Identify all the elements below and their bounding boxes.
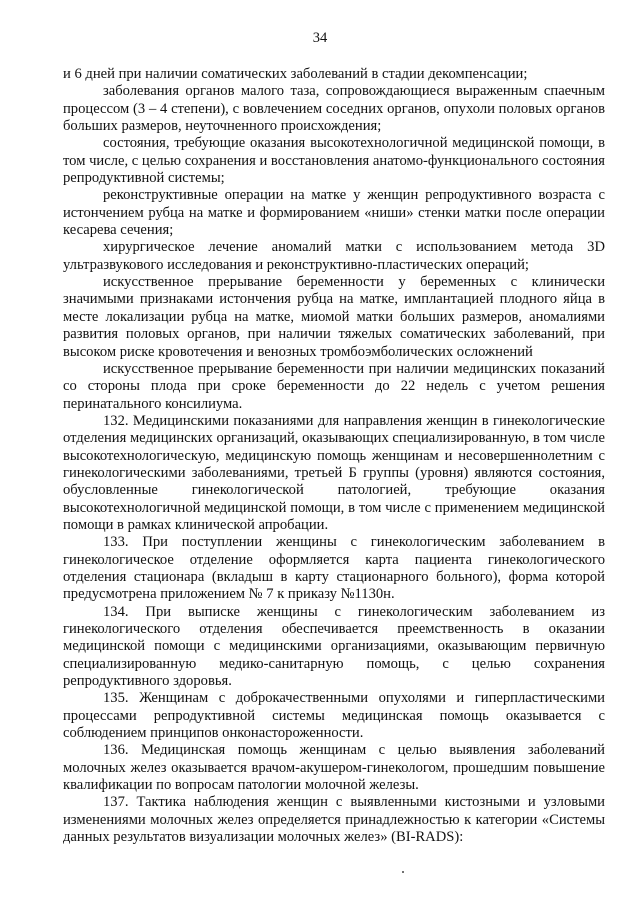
paragraph: заболевания органов малого таза, сопровождающиеся выраженным спаечным процессом (3 – 4 степени), с вовлечением соседних органов, опухоли половых органов больших размеров, неуточненного происхождения; — [63, 83, 605, 135]
document-body — [63, 66, 605, 846]
paragraph: реконструктивные операции на матке у женщин репродуктивного возраста с истончением рубца на матке и формированием «ниши» стенки матки после операции кесарева сечения; — [63, 187, 605, 239]
paragraph: состояния, требующие оказания высокотехнологичной медицинской помощи, в том числе, с целью сохранения и восстановления анатомо-функционального состояния репродуктивной системы; — [63, 135, 605, 187]
paragraph-continuation: и 6 дней при наличии соматических заболеваний в стадии декомпенсации; — [63, 66, 528, 82]
paragraph: искусственное прерывание беременности у беременных с клинически значимыми признаками истончения рубца на матке, имплантацией плодного яйца в месте локализации рубца на матке, миомой матки больших размеров, аномалиями развития половых органов, при наличии тяжелых соматических заболеваний, при высоком риске кровотечения и венозных тромбоэмболических осложнений — [63, 274, 605, 360]
paragraph: искусственное прерывание беременности при наличии медицинских показаний со стороны плода при сроке беременности до 22 недель с учетом решения перинатального консилиума. — [63, 360, 605, 412]
paragraph-137: 137. Тактика наблюдения женщин с выявленными кистозными и узловыми изменениями молочных желез определяется принадлежностью к категории «Системы данных результатов визуализации молочных желез» (BI-RADS): — [63, 794, 605, 846]
paragraph-136: 136. Медицинская помощь женщинам с целью выявления заболеваний молочных желез оказывается врачом-акушером-гинекологом, прошедшим повышение квалификации по вопросам патологии молочной железы. — [63, 742, 605, 794]
paragraph-135: 135. Женщинам с доброкачественными опухолями и гиперпластическими процессами репродуктивной системы медицинская помощь оказывается с соблюдением принципов онконастороженности. — [63, 690, 605, 742]
paragraph-133: 133. При поступлении женщины с гинекологическим заболеванием в гинекологическое отделение оформляется карта пациента гинекологического отделения стационара (вкладыш в карту стационарного больного), форма которой предусмотрена приложением № 7 к приказу №1130н. — [63, 534, 605, 603]
paragraph: хирургическое лечение аномалий матки с использованием метода 3D ультразвукового исследования и реконструктивно-пластических операций; — [63, 239, 605, 273]
scan-speck — [402, 871, 404, 873]
paragraph-134: 134. При выписке женщины с гинекологическим заболеванием из гинекологического отделения обеспечивается преемственность в оказании медицинской помощи с медицинскими организациями, оказывающим первичную специализированную медико-санитарную помощь, с целью сохранения репродуктивного здоровья. — [63, 603, 605, 690]
page-number: 34 — [312, 30, 328, 46]
paragraph-132: 132. Медицинскими показаниями для направления женщин в гинекологические отделения медицинских организаций, оказывающих специализированную, в том числе высокотехнологическую, медицинскую помощь женщинам и несовершеннолетним с гинекологическими заболеваниями, третьей Б группы (уровня) являются состояния, обусловленные гинекологической патологией, требующие оказания высокотехнологичной медицинской помощи, в том числе с применением медицинской помощи в рамках клинической апробации. — [63, 412, 605, 533]
